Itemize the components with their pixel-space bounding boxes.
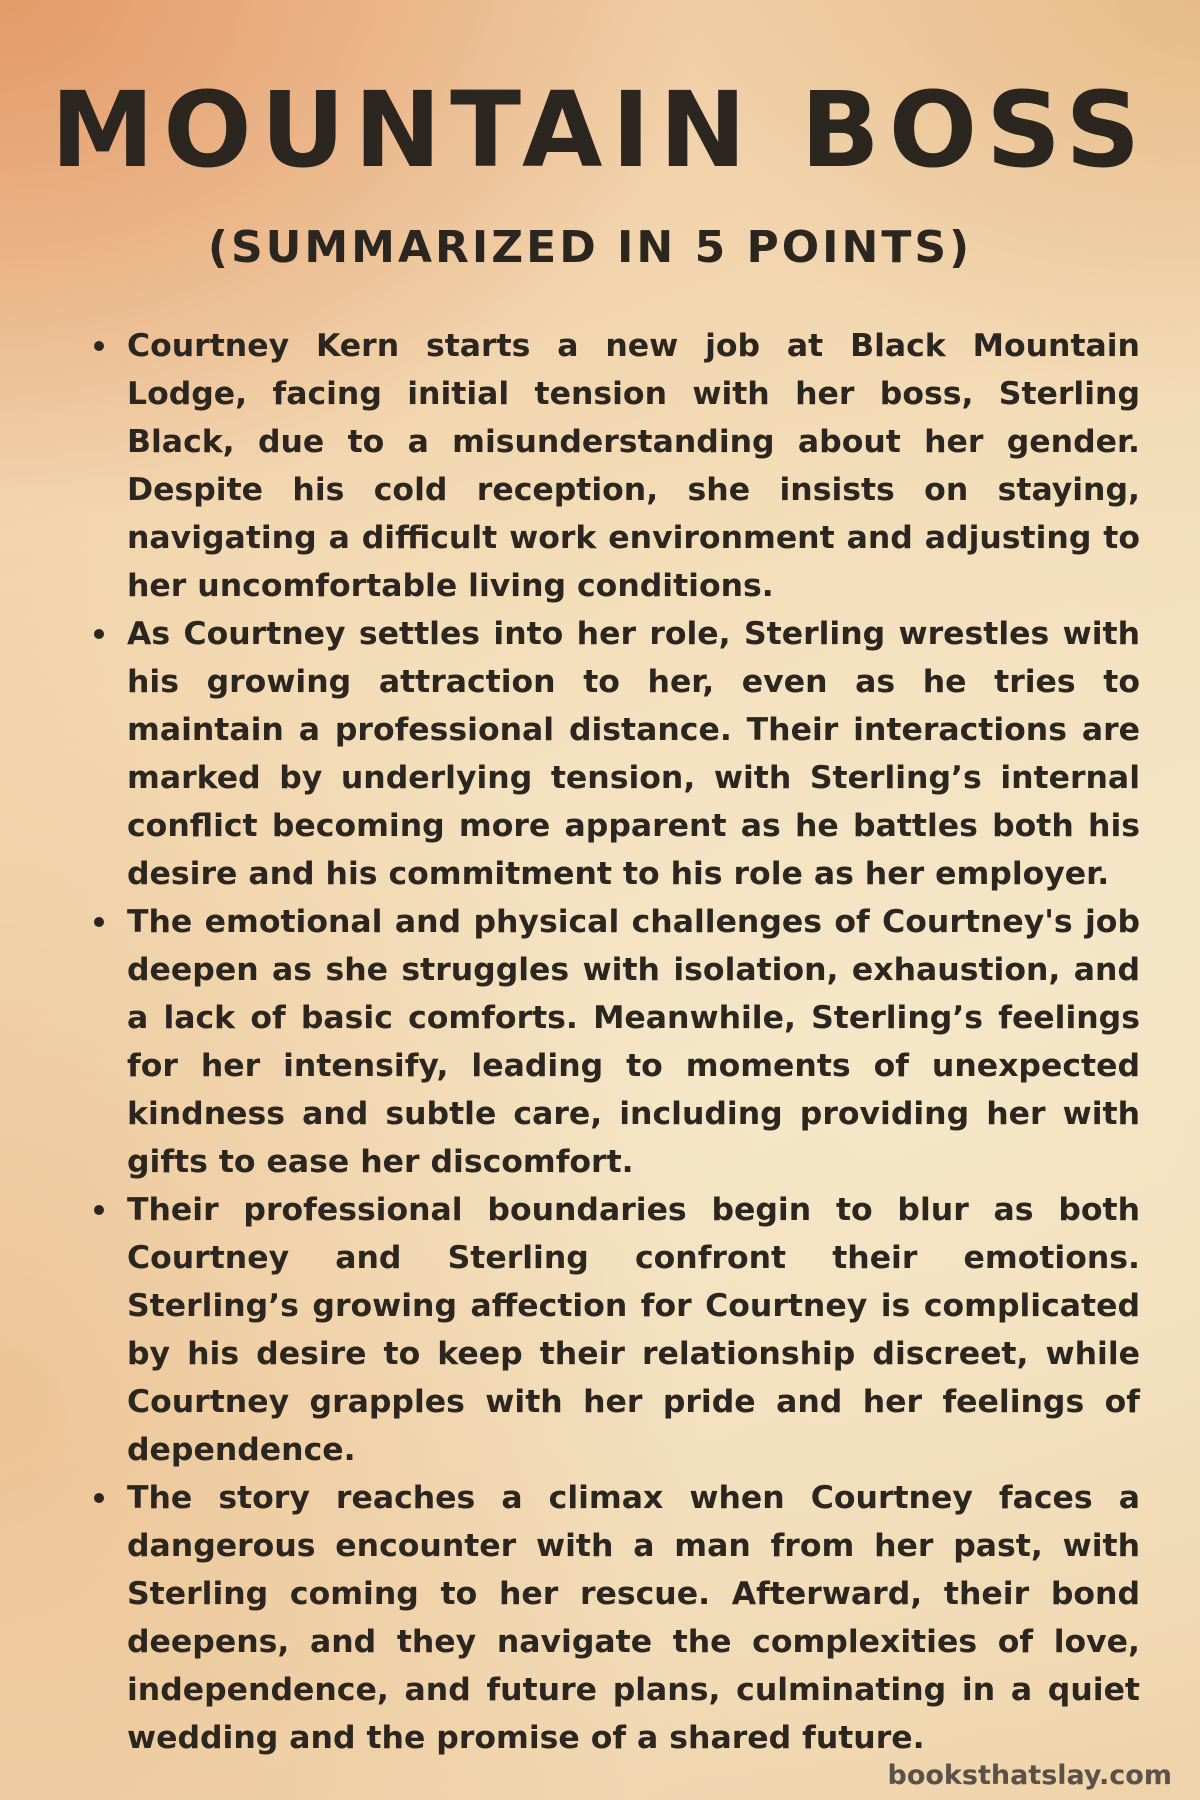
summary-point-text: As Courtney settles into her role, Sterling wrestles with his growing attraction to her, even as he tries to maintain a professional distance. Their interactions are marked by underlying tension, with Sterling’s internal conflict becoming more apparent as he battles both his desire and his commitment to his role as her employer. [127, 616, 1140, 892]
summary-point-5 [90, 1474, 1140, 1762]
page-title: MOUNTAIN BOSS [50, 69, 1150, 191]
summary-point-2 [90, 610, 1140, 898]
summary-point-3 [90, 898, 1140, 1186]
bullet-icon [94, 629, 104, 639]
page-subtitle: (SUMMARIZED IN 5 POINTS) [207, 222, 973, 273]
bullet-icon [94, 1493, 104, 1503]
bullet-icon [94, 1205, 104, 1215]
summary-point-text: Courtney Kern starts a new job at Black Mountain Lodge, facing initial tension with her boss, Sterling Black, due to a misunderstanding about her gender. Despite his cold reception, she insists on staying, navigating a difficult work environment and adjusting to her uncomfortable living conditions. [127, 328, 1140, 604]
summary-point-text: Their professional boundaries begin to blur as both Courtney and Sterling confront their emotions. Sterling’s growing affection for Courtney is complicated by his desire to keep their relationship discreet, while Courtney grapples with her pride and her feelings of dependence. [127, 1192, 1140, 1468]
summary-point-list [90, 322, 1140, 1762]
summary-point-4 [90, 1186, 1140, 1474]
site-watermark: booksthatslay.com [887, 1760, 1172, 1791]
bullet-icon [94, 341, 104, 351]
summary-point-1 [90, 322, 1140, 610]
bullet-icon [94, 917, 104, 927]
summary-point-text: The emotional and physical challenges of Courtney's job deepen as she struggles with isolation, exhaustion, and a lack of basic comforts. Meanwhile, Sterling’s feelings for her intensify, leading to moments of unexpected kindness and subtle care, including providing her with gifts to ease her discomfort. [127, 904, 1140, 1180]
summary-point-text: The story reaches a climax when Courtney faces a dangerous encounter with a man from her past, with Sterling coming to her rescue. Afterward, their bond deepens, and they navigate the complexities of love, independence, and future plans, culminating in a quiet wedding and the promise of a shared future. [127, 1480, 1140, 1756]
